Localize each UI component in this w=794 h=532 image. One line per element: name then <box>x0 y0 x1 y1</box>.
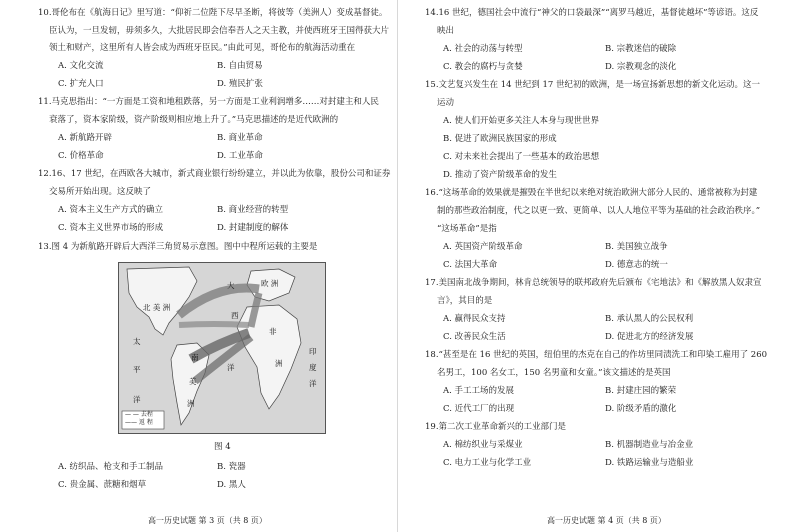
q16-option-b: B. 美国独立战争 <box>605 242 668 252</box>
q13-option-a: A. 纺织品、枪支和手工制品 <box>58 462 164 472</box>
q10-line-2: 臣认为，一旦发轫，毋须多久，大批居民即会信奉吾人之天主教，并使西班牙王国得获大片 <box>49 26 390 36</box>
q15-option-b: B. 促进了欧洲民族国家的形成 <box>443 134 557 144</box>
page-4 <box>397 0 794 532</box>
q19-option-a: A. 棉纺织业与采煤业 <box>443 440 523 450</box>
q18-option-c: C. 近代工厂的出现 <box>443 404 515 414</box>
q18-option-b: B. 封建庄园的繁荣 <box>605 386 677 396</box>
q12-option-d: D. 封建制度的解体 <box>217 223 289 233</box>
label-america: 美 <box>189 377 197 386</box>
q11-option-b: B. 商业革命 <box>217 133 263 143</box>
figure-caption: 图 4 <box>214 442 231 452</box>
page-footer: 高一历史试题 第 4 页（共 8 页） <box>547 516 666 526</box>
q19-option-c: C. 电力工业与化学工业 <box>443 458 532 468</box>
label-pacific-ping: 平 <box>133 365 141 374</box>
q10-line-3: 领土和财产，这里所有人皆会成为西班牙臣民。”由此可见，哥伦布的航海活动重在 <box>49 43 356 53</box>
q11-option-a: A. 新航路开辟 <box>58 133 113 143</box>
q10-option-d: D. 殖民扩张 <box>217 79 263 89</box>
q17-line-1: 17.美国南北战争期间，林肯总统领导的联邦政府先后颁布《宅地法》和《解放黑人奴隶宣 <box>425 278 762 288</box>
q18-option-d: D. 阶级矛盾的激化 <box>605 404 677 414</box>
q13-option-c: C. 贵金属、蔗糖和烟草 <box>58 480 147 490</box>
q14-line-2: 映出 <box>437 26 455 36</box>
q11-line-1: 11.马克思指出：“一方面是工资和地租跌落，另一方面是工业利润增多……对封建主和人民 <box>38 97 379 107</box>
q17-option-d: D. 促进北方的经济发展 <box>605 332 694 342</box>
label-zhou: 洲 <box>187 399 195 408</box>
q13-option-d: D. 黑人 <box>217 480 246 490</box>
q16-option-c: C. 法国大革命 <box>443 260 498 270</box>
q12-option-b: B. 商业经营的转型 <box>217 205 289 215</box>
legend-return: —— 返 程 <box>125 419 153 426</box>
q13-line-1: 13.图 4 为新航路开辟后大西洋三角贸易示意图。图中中程所运载的主要是 <box>38 242 318 252</box>
q18-option-a: A. 手工工场的发展 <box>443 386 515 396</box>
q13-option-b: B. 瓷器 <box>217 462 246 472</box>
q12-option-a: A. 资本主义生产方式的确立 <box>58 205 164 215</box>
q15-option-d: D. 推动了资产阶级革命的发生 <box>443 170 557 180</box>
q16-line-3: “这场革命”是指 <box>437 224 497 234</box>
label-atlantic-da: 大 <box>227 281 235 290</box>
q18-line-2: 名男工，100 名女工，150 名男童和女童。”该文描述的是英国 <box>437 368 671 378</box>
legend-outbound: — — 去程 <box>125 411 153 418</box>
map-drawing <box>119 263 325 433</box>
q17-option-b: B. 承认黑人的公民权利 <box>605 314 694 324</box>
q17-option-a: A. 赢得民众支持 <box>443 314 506 324</box>
label-africa-fei: 非 <box>269 327 277 336</box>
q12-line-2: 交易所开始出现。这反映了 <box>49 187 152 197</box>
q10-option-c: C. 扩充人口 <box>58 79 104 89</box>
q10-option-a: A. 文化交流 <box>58 61 104 71</box>
q18-line-1: 18.“甚至是在 16 世纪的英国，纽伯里的杰克在自己的作坊里同渍洗工和印染工雇用了 260 <box>425 350 768 360</box>
q11-line-2: 衰落了，资本家阶级，资产阶级则相应地上升了。”马克思描述的是近代欧洲的 <box>49 115 339 125</box>
q16-option-a: A. 英国资产阶级革命 <box>443 242 523 252</box>
label-atlantic-yang: 洋 <box>227 363 235 372</box>
label-indian-yin: 印 <box>309 347 317 356</box>
q16-option-d: D. 德意志的统一 <box>605 260 668 270</box>
q12-option-c: C. 资本主义世界市场的形成 <box>58 223 164 233</box>
label-atlantic-xi: 西 <box>231 311 239 320</box>
q19-option-b: B. 机器制造业与冶金业 <box>605 440 694 450</box>
q14-option-c: C. 教会的腐朽与贪婪 <box>443 62 523 72</box>
q17-option-c: C. 改善民众生活 <box>443 332 506 342</box>
q10-option-b: B. 自由贸易 <box>217 61 263 71</box>
q12-line-1: 12.16、17 世纪，在西欧各大城市，新式商业银行纷纷建立，并以此为依靠，股份公司和证券 <box>38 169 391 179</box>
q14-option-b: B. 宗教迷信的破除 <box>605 44 677 54</box>
q14-line-1: 14.16 世纪，德国社会中流行“神父的口袋最深”“离罗马越近，基督徒越坏”等谚语。这反 <box>425 8 759 18</box>
label-indian-du: 度 <box>309 363 317 372</box>
q15-line-1: 15.文艺复兴发生在 14 世纪到 17 世纪初的欧洲，是一场宣扬新思想的新文化运动。这一 <box>425 80 760 90</box>
q14-option-d: D. 宗教观念的淡化 <box>605 62 677 72</box>
q11-option-d: D. 工业革命 <box>217 151 263 161</box>
label-pacific-yang: 洋 <box>133 395 141 404</box>
q11-option-c: C. 价格革命 <box>58 151 104 161</box>
label-indian-yang: 洋 <box>309 379 317 388</box>
label-north-america: 北 美 洲 <box>143 303 171 312</box>
label-europe: 欧 洲 <box>261 279 279 288</box>
triangle-trade-map <box>118 262 326 434</box>
q15-option-c: C. 对未来社会提出了一些基本的政治思想 <box>443 152 600 162</box>
q15-line-2: 运动 <box>437 98 455 108</box>
q17-line-2: 言》，其目的是 <box>437 296 493 306</box>
q15-option-a: A. 使人们开始更多关注人本身与现世世界 <box>443 116 600 126</box>
label-south: 南 <box>191 353 199 362</box>
q14-option-a: A. 社会的动荡与转型 <box>443 44 523 54</box>
label-africa-zhou: 洲 <box>275 359 283 368</box>
q19-line-1: 19.第二次工业革命新兴的工业部门是 <box>425 422 567 432</box>
label-pacific-tai: 太 <box>133 337 141 346</box>
q19-option-d: D. 铁路运输业与造船业 <box>605 458 694 468</box>
q10-line-1: 10.哥伦布在《航海日记》里写道：“仰祈二位陛下尽早圣断，将彼等（美洲人）变成基督徒。 <box>38 8 388 18</box>
q16-line-2: 制的那些政治制度，代之以更一致、更简单、以人人地位平等为基础的社会政治秩序。” <box>437 206 761 216</box>
q16-line-1: 16.“这场革命的效果就是摧毁在半世纪以来绝对统治欧洲大部分人民的、通常被称为封建 <box>425 188 758 198</box>
page-footer: 高一历史试题 第 3 页（共 8 页） <box>148 516 267 526</box>
